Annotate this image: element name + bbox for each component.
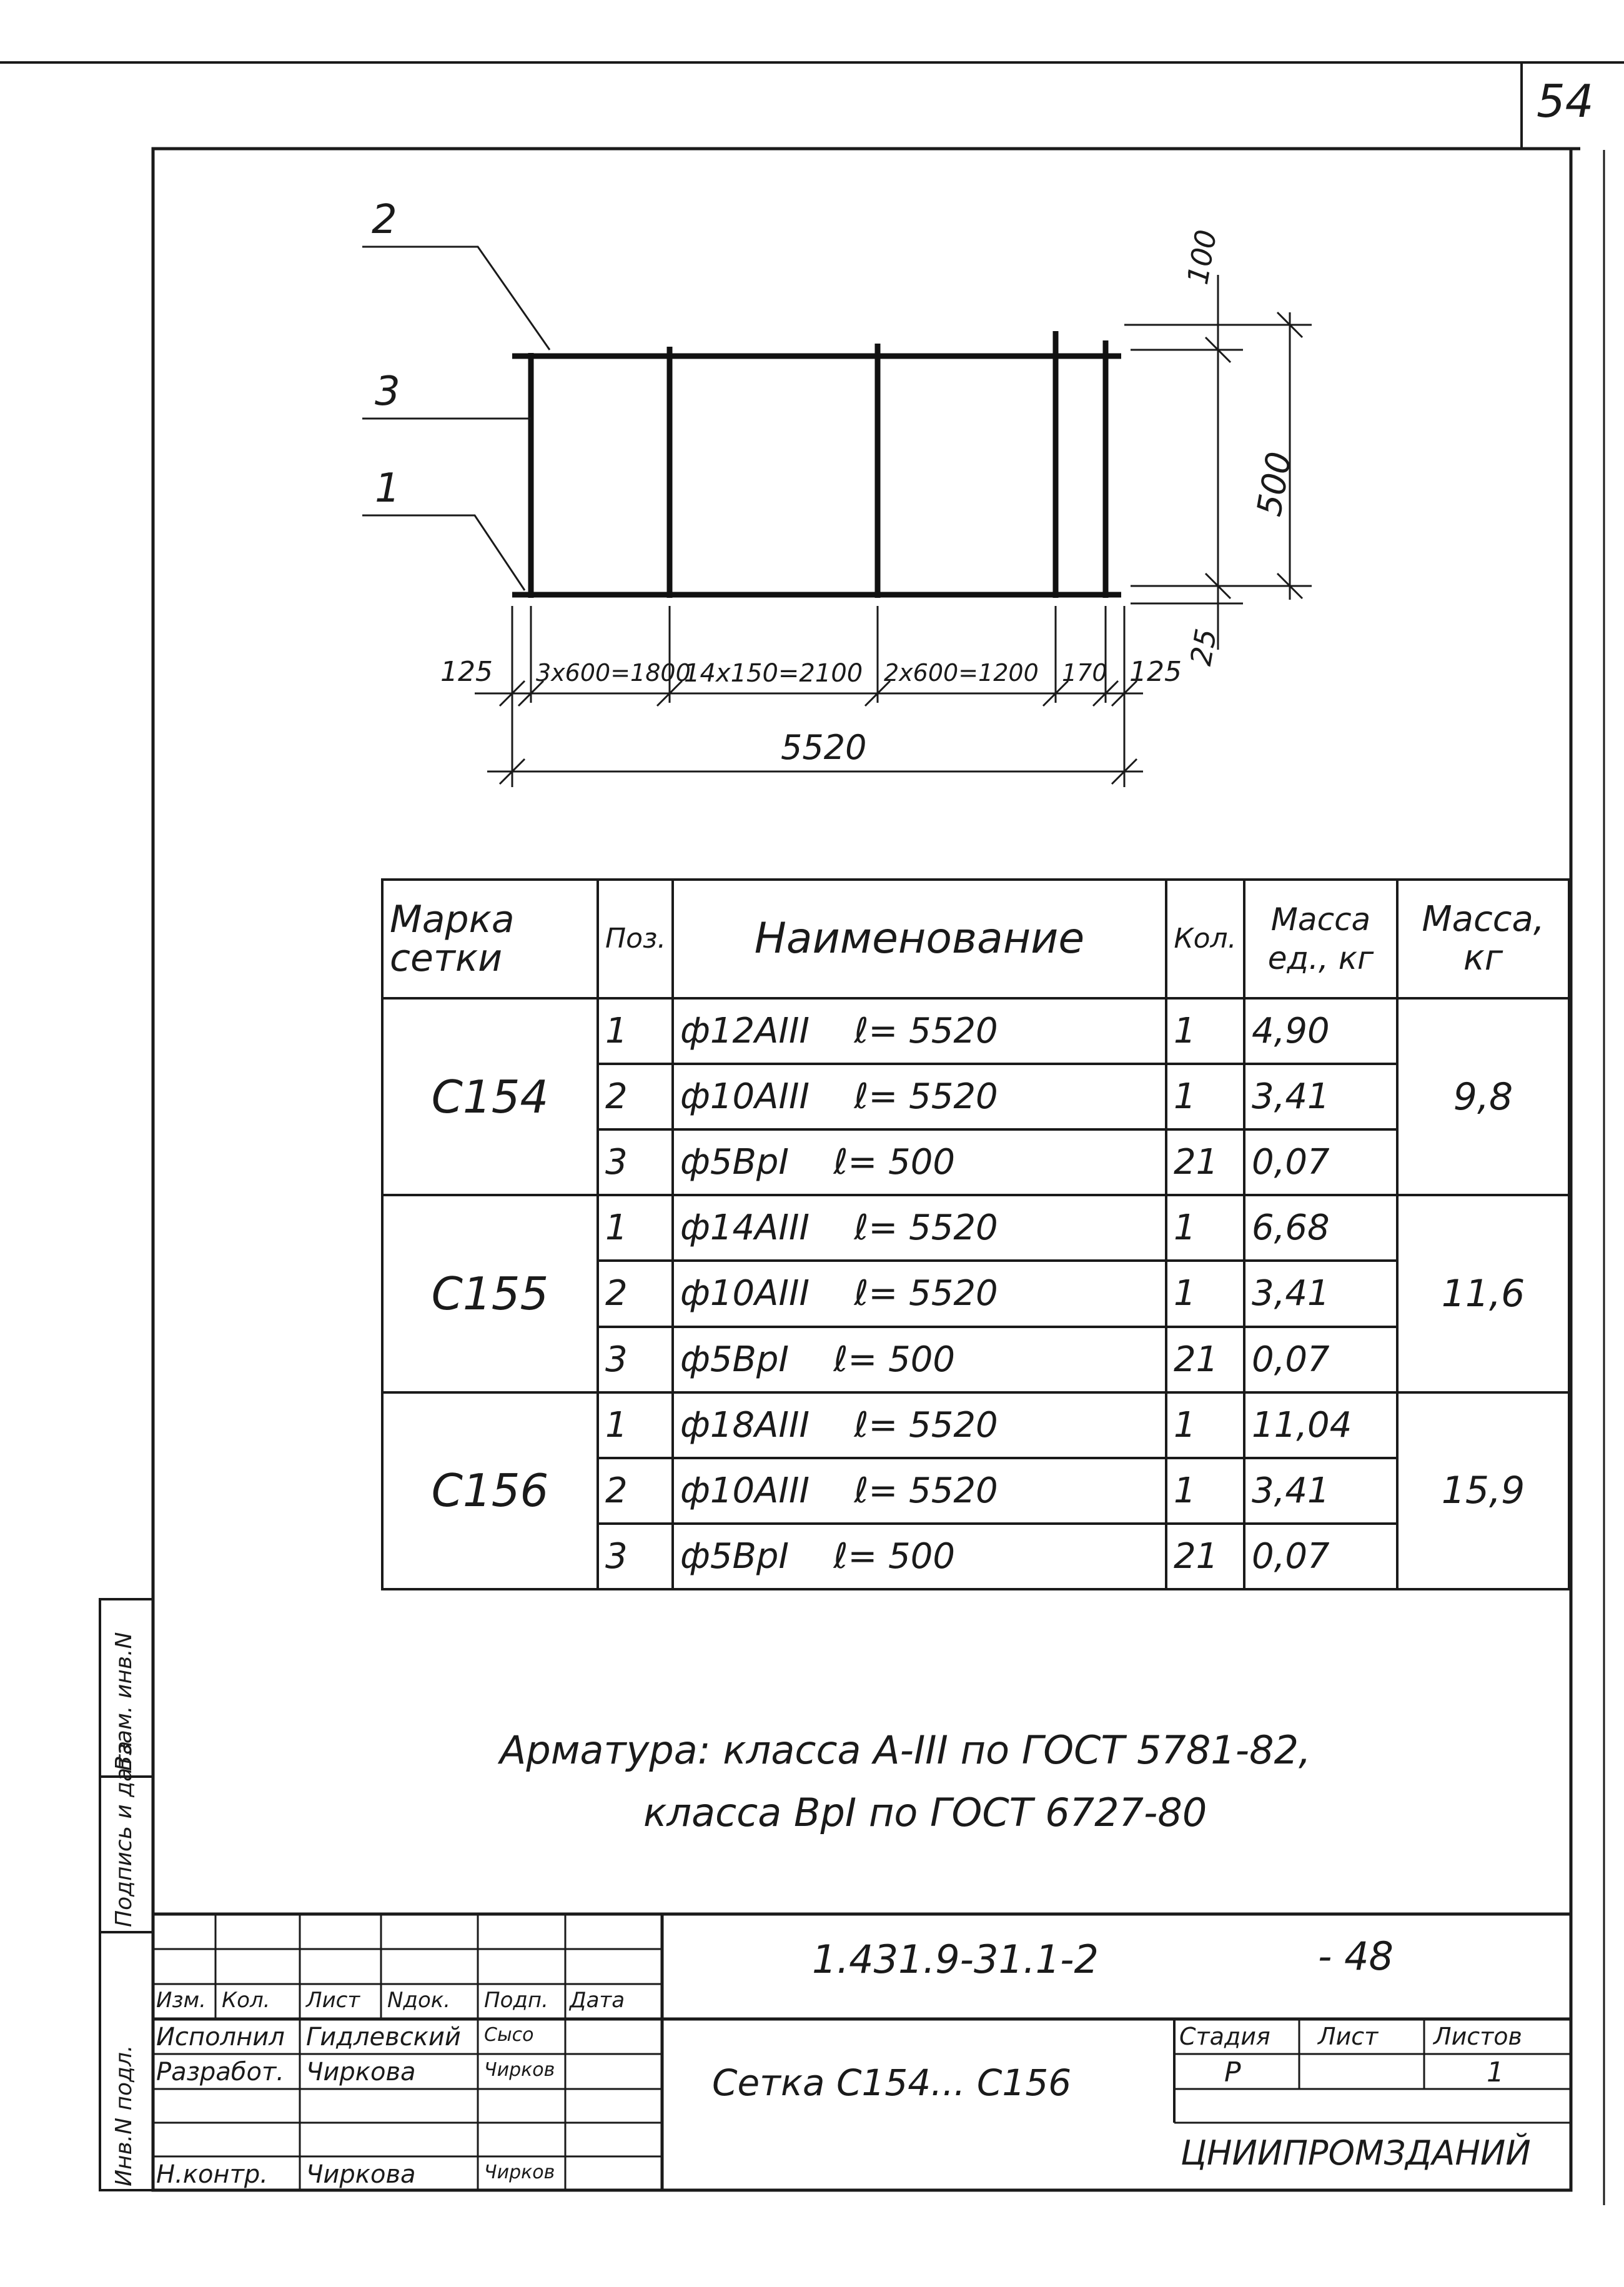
organization: ЦНИИПРОМЗДАНИЙ [1181, 2133, 1531, 2173]
dim-125-right: 125 [1129, 656, 1182, 688]
qty-cell: 1 [1166, 1064, 1244, 1129]
qty-cell: 1 [1166, 1195, 1244, 1261]
header-name: Наименование [673, 880, 1166, 998]
signature-ispolnil: Сысо [484, 2024, 534, 2046]
qty-cell: 1 [1166, 998, 1244, 1064]
total-mass-c156: 15,9 [1397, 1392, 1569, 1589]
sheets-label: Листов [1433, 2023, 1522, 2050]
dim-overall-5520: 5520 [781, 728, 867, 767]
col-header-izm: Изм. [156, 1988, 206, 2013]
unit-mass-cell: 4,90 [1244, 998, 1397, 1064]
qty-cell: 21 [1166, 1524, 1244, 1589]
unit-mass-cell: 3,41 [1244, 1458, 1397, 1524]
header-pos: Поз. [598, 880, 673, 998]
reinforcement-note-line2: класса ВрI по ГОСТ 6727-80 [643, 1790, 1207, 1835]
name-cell: ф5ВрI ℓ= 500 [673, 1129, 1166, 1195]
sheet-number: 54 [1537, 75, 1594, 127]
qty-cell: 21 [1166, 1129, 1244, 1195]
role-nkontr: Н.контр. [156, 2160, 268, 2189]
mark-c154: С154 [382, 998, 598, 1195]
header-mass: Масса, кг [1397, 880, 1569, 998]
side-label-podpis-data: Подпись и дата [111, 1740, 137, 1927]
unit-mass-cell: 0,07 [1244, 1129, 1397, 1195]
dim-125-left: 125 [440, 656, 493, 688]
mark-c156: С156 [382, 1392, 598, 1589]
pos-cell: 2 [598, 1458, 673, 1524]
signature-razrabot: Чирков [484, 2059, 555, 2081]
header-unit-mass: Масса ед., кг [1244, 880, 1397, 998]
role-razrabot: Разработ. [156, 2058, 284, 2086]
total-mass-c155: 11,6 [1397, 1195, 1569, 1392]
signature-nkontr: Чирков [484, 2161, 555, 2183]
name-cell: ф10АIII ℓ= 5520 [673, 1064, 1166, 1129]
dim-25: 25 [1184, 626, 1224, 668]
name-cell: ф5ВрI ℓ= 500 [673, 1327, 1166, 1392]
col-header-data: Дата [570, 1988, 625, 2013]
role-ispolnil: Исполнил [156, 2023, 285, 2051]
qty-cell: 1 [1166, 1261, 1244, 1326]
pos-cell: 1 [598, 998, 673, 1064]
dim-14x150: 14x150=2100 [684, 659, 863, 688]
mark-c155: С155 [382, 1195, 598, 1392]
document-code: 1.431.9-31.1-2 [812, 1937, 1099, 1982]
sheet-label: Лист [1318, 2023, 1379, 2050]
unit-mass-cell: 11,04 [1244, 1392, 1397, 1458]
pos-cell: 1 [598, 1392, 673, 1458]
col-header-kol: Кол. [222, 1988, 270, 2013]
unit-mass-cell: 0,07 [1244, 1524, 1397, 1589]
reinforcement-note-line1: Арматура: класса А-III по ГОСТ 5781-82, [500, 1727, 1311, 1773]
dim-500: 500 [1249, 449, 1299, 519]
name-nkontr: Чиркова [306, 2160, 416, 2189]
pos-cell: 3 [598, 1524, 673, 1589]
qty-cell: 21 [1166, 1327, 1244, 1392]
col-header-ndok: Nдок. [387, 1988, 451, 2013]
name-ispolnil: Гидлевский [306, 2023, 461, 2051]
callout-1: 1 [375, 465, 400, 512]
drawing-title: Сетка С154... С156 [712, 2061, 1072, 2104]
unit-mass-cell: 3,41 [1244, 1064, 1397, 1129]
pos-cell: 3 [598, 1327, 673, 1392]
pos-cell: 2 [598, 1261, 673, 1326]
dim-3x600: 3x600=1800 [536, 659, 691, 687]
sheet-code: - 48 [1318, 1933, 1394, 1979]
side-label-inv-podl: Инв.N подл. [111, 2045, 137, 2186]
header-qty: Кол. [1166, 880, 1244, 998]
dim-2x600: 2x600=1200 [884, 659, 1039, 687]
qty-cell: 1 [1166, 1392, 1244, 1458]
unit-mass-cell: 6,68 [1244, 1195, 1397, 1261]
col-header-podp: Подп. [484, 1988, 548, 2013]
pos-cell: 2 [598, 1064, 673, 1129]
name-cell: ф12АIII ℓ= 5520 [673, 998, 1166, 1064]
sheets-value: 1 [1487, 2056, 1504, 2088]
total-mass-c154: 9,8 [1397, 998, 1569, 1195]
callout-3: 3 [375, 369, 400, 415]
name-cell: ф10АIII ℓ= 5520 [673, 1458, 1166, 1524]
name-cell: ф18АIII ℓ= 5520 [673, 1392, 1166, 1458]
col-header-list: Лист [306, 1988, 360, 2013]
name-cell: ф14АIII ℓ= 5520 [673, 1195, 1166, 1261]
name-cell: ф10АIII ℓ= 5520 [673, 1261, 1166, 1326]
unit-mass-cell: 0,07 [1244, 1327, 1397, 1392]
dim-170: 170 [1062, 659, 1107, 687]
header-mark: Марка сетки [382, 880, 598, 998]
side-label-vzam-inv: Взам. инв.N [111, 1632, 137, 1771]
pos-cell: 1 [598, 1195, 673, 1261]
qty-cell: 1 [1166, 1458, 1244, 1524]
stage-value: Р [1224, 2056, 1241, 2088]
name-razrabot: Чиркова [306, 2058, 416, 2086]
stage-label: Стадия [1179, 2023, 1270, 2050]
unit-mass-cell: 3,41 [1244, 1261, 1397, 1326]
dim-100: 100 [1181, 227, 1224, 287]
pos-cell: 3 [598, 1129, 673, 1195]
name-cell: ф5ВрI ℓ= 500 [673, 1524, 1166, 1589]
callout-2: 2 [372, 197, 397, 243]
